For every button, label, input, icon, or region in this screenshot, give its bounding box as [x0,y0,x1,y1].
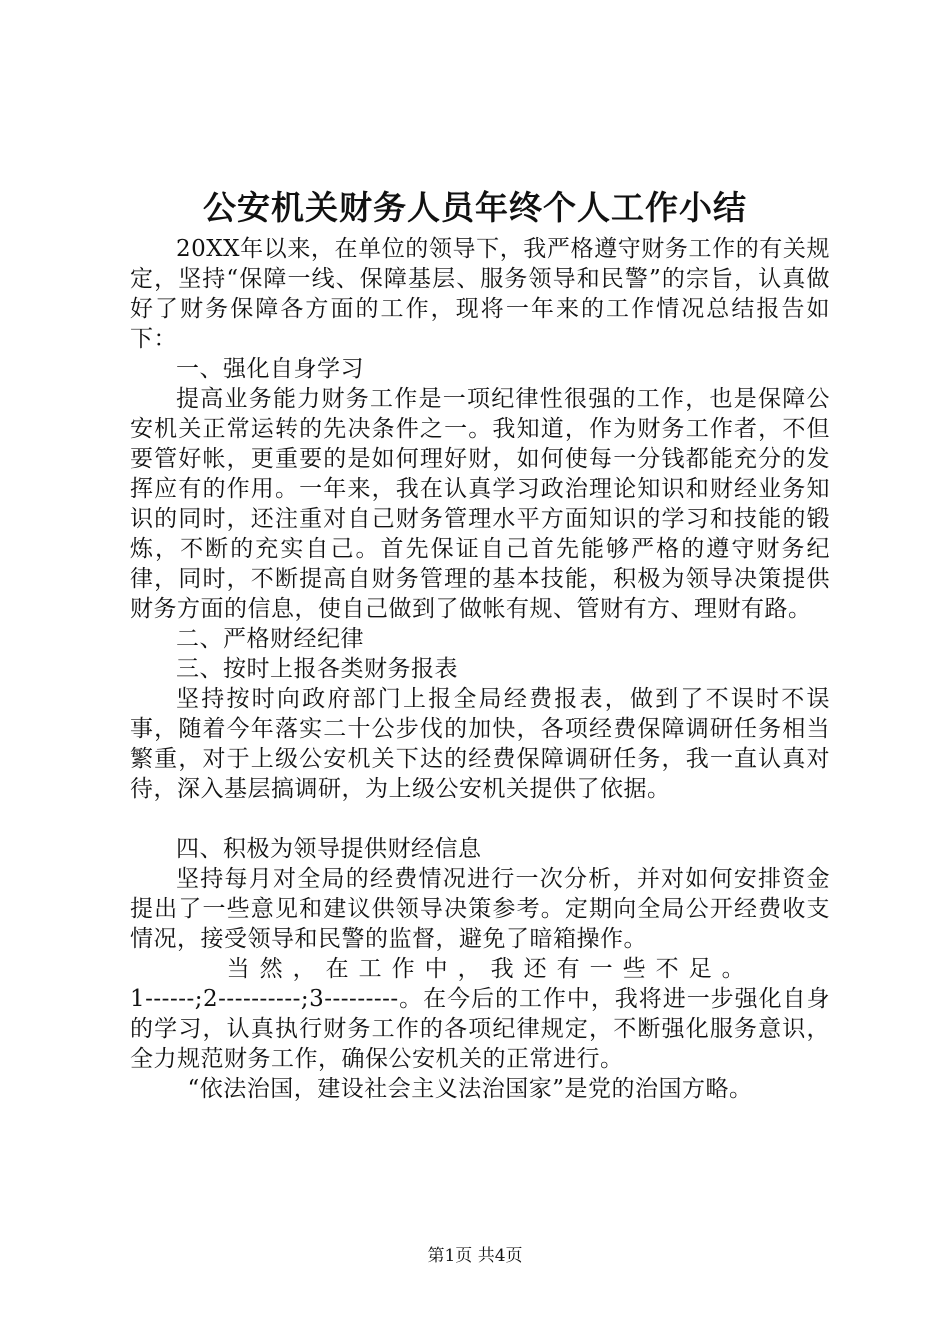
section-4-heading: 四、积极为领导提供财经信息 [176,836,482,862]
blank-line [130,804,830,834]
section-1-heading: 一、强化自身学习 [176,356,364,382]
document-body [130,234,830,1104]
section-4-paragraph: 坚持每月对全局的经费情况进行一次分析，并对如何安排资金提出了一些意见和建议供领导决策参考。定期向全局公开经费收支情况，接受领导和民警的监督，避免了暗箱操作。 [130,866,830,952]
document-title: 公安机关财务人员年终个人工作小结 [203,188,747,227]
section-3-paragraph: 坚持按时向政府部门上报全局经费报表，做到了不误时不误事，随着今年落实二十公步伐的加快，各项经费保障调研任务相当繁重，对于上级公安机关下达的经费保障调研任务，我一直认真对待，深入基层搞调研，为上级公安机关提供了依据。 [130,686,830,802]
section-1-paragraph: 提高业务能力财务工作是一项纪律性很强的工作，也是保障公安机关正常运转的先决条件之一。我知道，作为财务工作者，不但要管好帐，更重要的是如何理好财，如何使每一分钱都能充分的发挥应有的作用。一年来，我在认真学习政治理论知识和财经业务知识的同时，还注重对自己财务管理水平方面知识的学习和技能的锻炼，不断的充实自己。首先保证自己首先能够严格的遵守财务纪律，同时，不断提高自财务管理的基本技能，积极为领导决策提供财务方面的信息，使自己做到了做帐有规、管财有方、理财有路。 [130,386,830,622]
page-number-footer: 第1页 共4页 [427,1246,523,1266]
intro-paragraph: 20XX年以来，在单位的领导下，我严格遵守财务工作的有关规定，坚持“保障一线、保障基层、服务领导和民警”的宗旨，认真做好了财务保障各方面的工作，现将一年来的工作情况总结报告如下： [130,236,830,352]
section-2-heading: 二、严格财经纪律 [176,626,364,652]
shortfall-paragraph: 1------;2----------;3---------。在今后的工作中，我将进一步强化自身的学习，认真执行财务工作的各项纪律规定，不断强化服务意识，全力规范财务工作，确保公安机关的正常进行。 [130,986,830,1072]
shortfall-lead-line: 当然，在工作中，我还有一些不足。 [226,956,755,982]
section-3-heading: 三、按时上报各类财务报表 [176,656,458,682]
closing-quote-paragraph: “依法治国，建设社会主义法治国家”是党的治国方略。 [187,1076,753,1102]
